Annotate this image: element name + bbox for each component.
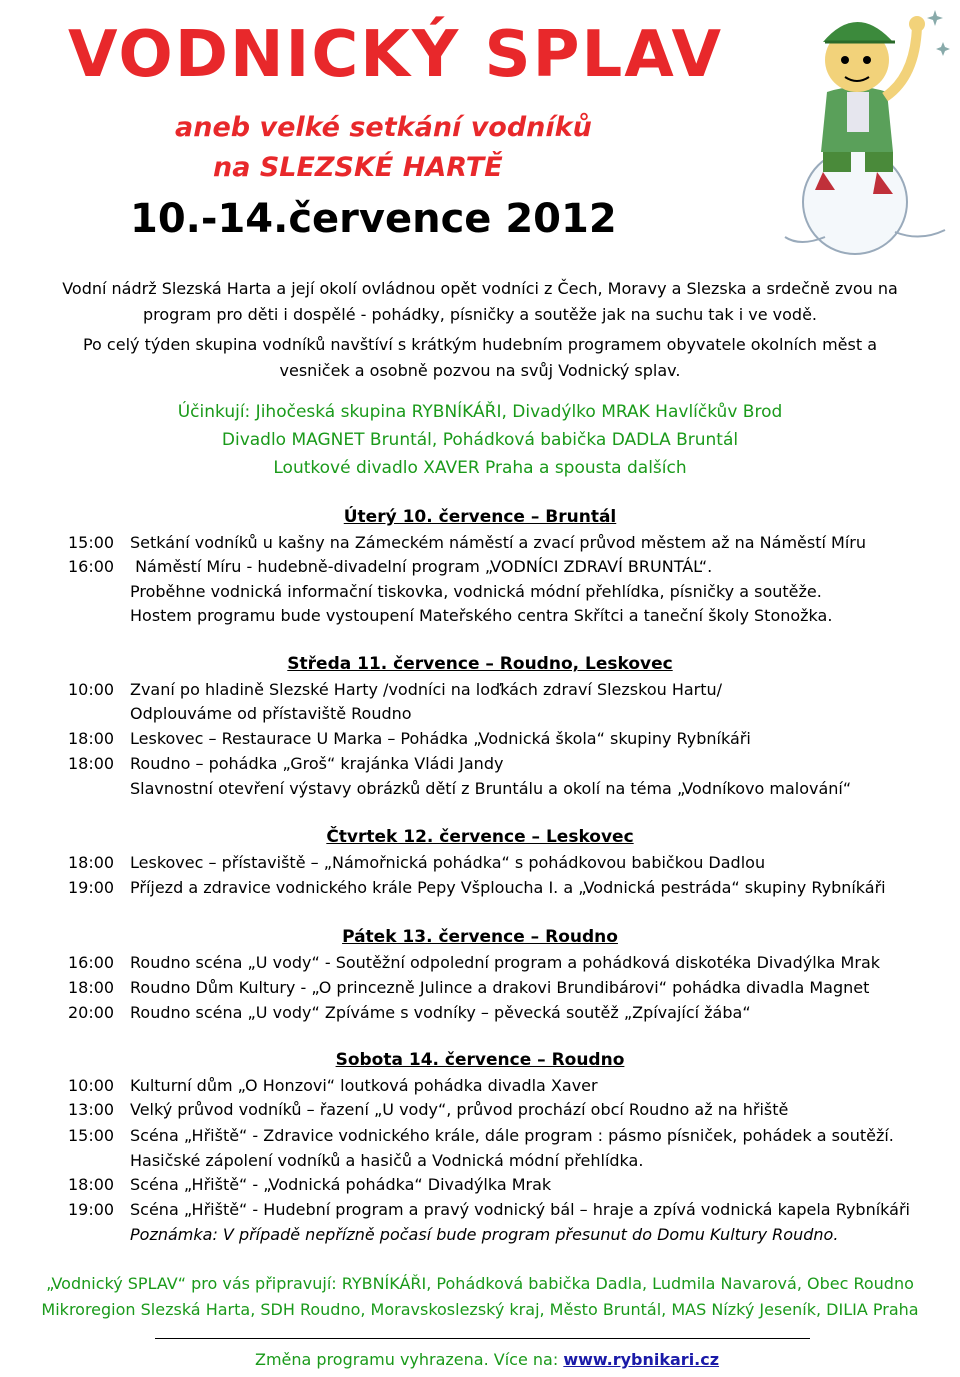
program-change-text: Změna programu vyhrazena. Více na: [255, 1350, 564, 1369]
schedule-time: 15:00 [68, 1126, 115, 1145]
schedule-row [68, 754, 503, 773]
schedule-row [68, 1076, 598, 1095]
schedule-time: 16:00 [68, 953, 115, 972]
weather-note: Poznámka: V případě nepřízně počasí bude program přesunut do Domu Kultury Roudno. [130, 1225, 839, 1244]
intro-line-2: program pro děti i dospělé - pohádky, písničky a soutěže jak na suchu tak i ve vodě. [142, 305, 818, 324]
schedule-text: Setkání vodníků u kašny na Zámeckém náměstí a zvací průvod městem až na Náměstí Míru [130, 533, 866, 552]
schedule-row [68, 978, 869, 997]
performers-line-3: Loutkové divadlo XAVER Praha a spousta dalších [273, 458, 687, 478]
schedule-time: 13:00 [68, 1100, 115, 1119]
day-heading-wednesday: Středa 11. července – Roudno, Leskovec [287, 654, 673, 674]
schedule-text: Roudno scéna „U vody“ Zpíváme s vodníky – pěvecká soutěž „Zpívající žába“ [130, 1003, 751, 1022]
schedule-time: 18:00 [68, 853, 115, 872]
divider [155, 1338, 810, 1339]
program-change-note [255, 1350, 719, 1369]
website-link[interactable]: www.rybnikari.cz [563, 1350, 720, 1369]
subtitle-line-2: na SLEZSKÉ HARTĚ [213, 152, 503, 183]
organizers-line-2: Mikroregion Slezská Harta, SDH Roudno, Moravskoslezský kraj, Město Bruntál, MAS Nízký Jeseník, DILIA Praha [41, 1300, 919, 1319]
schedule-time: 19:00 [68, 878, 115, 897]
schedule-time: 16:00 [68, 557, 115, 576]
subtitle-line-1: aneb velké setkání vodníků [175, 112, 592, 143]
schedule-time: 18:00 [68, 729, 115, 748]
day-heading-thursday: Čtvrtek 12. července – Leskovec [326, 827, 634, 847]
schedule-row [68, 557, 712, 576]
day-heading-tuesday: Úterý 10. července – Bruntál [343, 507, 617, 527]
schedule-row [68, 680, 722, 699]
schedule-row [68, 1200, 910, 1219]
schedule-text: Roudno scéna „U vody“ - Soutěžní odpolední program a pohádková diskotéka Divadýlka Mrak [130, 953, 881, 972]
event-date: 10.-14.července 2012 [130, 196, 617, 242]
schedule-time: 15:00 [68, 533, 115, 552]
schedule-row [68, 533, 866, 552]
schedule-row [68, 878, 886, 897]
schedule-continuation: Odplouváme od přístaviště Roudno [130, 704, 412, 723]
schedule-time: 18:00 [68, 1175, 115, 1194]
schedule-text: Velký průvod vodníků – řazení „U vody“, průvod prochází obcí Roudno až na hřiště [130, 1100, 789, 1119]
schedule-text: Kulturní dům „O Honzovi“ loutková pohádka divadla Xaver [130, 1076, 598, 1095]
schedule-text: Leskovec – přístaviště – „Námořnická pohádka“ s pohádkovou babičkou Dadlou [130, 853, 766, 872]
day-heading-friday: Pátek 13. července – Roudno [342, 927, 618, 947]
schedule-row [68, 729, 751, 748]
schedule-time: 10:00 [68, 1076, 115, 1095]
schedule-row [68, 1126, 894, 1145]
intro-line-3: Po celý týden skupina vodníků navštíví s krátkým hudebním programem obyvatele okolních měst a [82, 335, 878, 354]
schedule-row [68, 953, 880, 972]
schedule-row [68, 1100, 788, 1119]
schedule-text: Roudno Dům Kultury - „O princezně Julince a drakovi Brundibárovi“ pohádka divadla Magnet [130, 978, 870, 997]
schedule-continuation: Proběhne vodnická informační tiskovka, vodnická módní přehlídka, písničky a soutěže. [130, 582, 822, 601]
intro-line-4: vesniček a osobně pozvou na svůj Vodnický splav. [279, 361, 681, 380]
schedule-text: Příjezd a zdravice vodnického krále Pepy Všploucha I. a „Vodnická pestráda“ skupiny Rybníkáři [130, 878, 886, 897]
schedule-row [68, 1175, 551, 1194]
schedule-time: 20:00 [68, 1003, 115, 1022]
day-heading-saturday: Sobota 14. července – Roudno [335, 1050, 625, 1070]
schedule-text: Scéna „Hřiště“ - „Vodnická pohádka“ Divadýlka Mrak [130, 1175, 552, 1194]
schedule-time: 18:00 [68, 754, 115, 773]
schedule-text: Zvaní po hladině Slezské Harty /vodníci na loďkách zdraví Slezskou Hartu/ [130, 680, 723, 699]
schedule-continuation: Hostem programu bude vystoupení Mateřského centra Skřítci a taneční školy Stonožka. [130, 606, 833, 625]
schedule-time: 18:00 [68, 978, 115, 997]
intro-line-1: Vodní nádrž Slezská Harta a její okolí ovládnou opět vodníci z Čech, Moravy a Slezska a srdečně zvou na [62, 279, 898, 298]
performers-line-2: Divadlo MAGNET Bruntál, Pohádková babička DADLA Bruntál [221, 430, 739, 450]
performers-line-1: Účinkují: Jihočeská skupina RYBNÍKÁŘI, Divadýlko MRAK Havlíčkův Brod [177, 402, 783, 422]
schedule-time: 19:00 [68, 1200, 115, 1219]
schedule-text: Scéna „Hřiště“ - Zdravice vodnického krále, dále program : pásmo písniček, pohádek a soutěží. [130, 1126, 894, 1145]
schedule-continuation: Slavnostní otevření výstavy obrázků dětí z Bruntálu a okolí na téma „Vodníkovo malování“ [130, 779, 852, 798]
organizers-line-1: „Vodnický SPLAV“ pro vás připravují: RYBNÍKÁŘI, Pohádková babička Dadla, Ludmila Navarová, Obec Roudno [46, 1274, 914, 1293]
schedule-continuation: Hasičské zápolení vodníků a hasičů a Vodnická módní přehlídka. [130, 1151, 644, 1170]
schedule-text: Náměstí Míru - hudebně-divadelní program „VODNÍCI ZDRAVÍ BRUNTÁL“. [130, 557, 713, 576]
schedule-row [68, 853, 765, 872]
schedule-time: 10:00 [68, 680, 115, 699]
schedule-text: Roudno – pohádka „Groš“ krajánka Vládi Jandy [130, 754, 504, 773]
page-title: VODNICKÝ SPLAV [68, 18, 723, 92]
schedule-text: Leskovec – Restaurace U Marka – Pohádka „Vodnická škola“ skupiny Rybníkáři [130, 729, 751, 748]
schedule-text: Scéna „Hřiště“ - Hudební program a pravý vodnický bál – hraje a zpívá vodnická kapela Rybníkáři [130, 1200, 910, 1219]
water-goblin-illustration [765, 2, 960, 257]
schedule-row [68, 1003, 751, 1022]
